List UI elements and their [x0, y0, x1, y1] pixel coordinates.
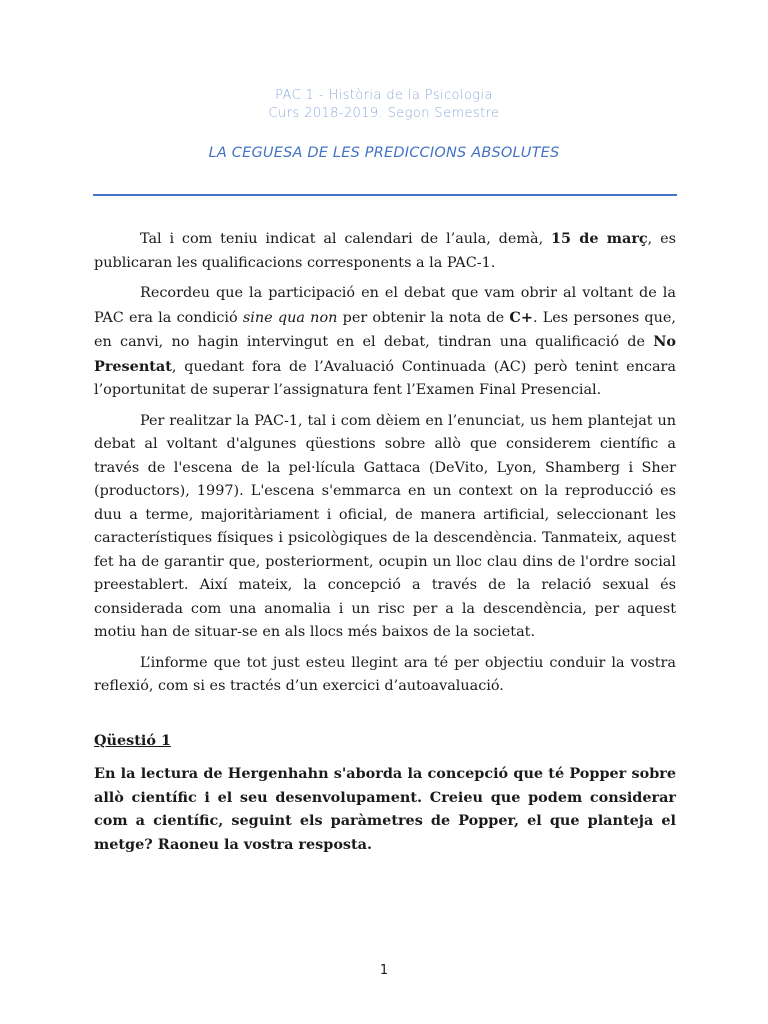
paragraph-1-text-c: , es publicaran les qualificacions corresponents a la PAC-1. — [94, 231, 676, 271]
paragraph-2 — [94, 282, 676, 403]
paragraph-3: Per realitzar la PAC-1, tal i com dèiem en l’enunciat, us hem plantejat un debat al voltant d'algunes qüestions sobre allò que considerem científic a través de l'escena de la pel·lícula Gattaca (DeVito, Lyon, Shamberg i Sher (productors), 1997). L'escena s'emmarca en un context on la reproducció es duu a terme, majoritàriament i oficial, de manera artificial, seleccionant les característiques físiques i psicològiques de la descendència. Tanmateix, aquest fet ha de garantir que, posteriorment, ocupin un lloc clau dins de l'ordre social preestablert. Així mateix, la concepció a través de la relació sexual és considerada com una anomalia i un risc per a la descendència, per aquest motiu han de situar-se en als llocs més baixos de la societat. — [94, 412, 676, 640]
page-number: 1 — [379, 963, 389, 978]
document-title: LA CEGUESA DE LES PREDICCIONS ABSOLUTES — [208, 145, 560, 161]
latin-phrase: sine qua non — [242, 309, 338, 326]
header-semester: Curs 2018-2019. Segon Semestre — [268, 106, 500, 121]
paragraph-2-text-g: , quedant fora de l’Avaluació Continuada (AC) però tenint encara l’oportunitat de superar l’assignatura fent l’Examen Final Presencial. — [94, 358, 676, 398]
document-body — [94, 227, 676, 706]
paragraph-2-text-a: Recordeu que la participació en el debat que vam obrir al voltant de la PAC era la condició — [94, 285, 676, 326]
question-label: Qüestió 1 — [94, 732, 171, 749]
grade-highlight: C+ — [509, 308, 533, 326]
title-divider — [93, 194, 677, 196]
paragraph-2-text-e: . Les persones que, en canvi, no hagin intervingut en el debat, tindran una qualificació de — [94, 309, 677, 350]
no-presentat-highlight: No Presentat — [94, 333, 676, 375]
paragraph-4: L’informe que tot just esteu llegint ara té per objectiu conduir la vostra reflexió, com si es tractés d’un exercici d’autoavaluació. — [94, 654, 676, 694]
paragraph-1 — [94, 227, 676, 275]
question-text: En la lectura de Hergenhahn s'aborda la concepció que té Popper sobre allò científic i el seu desenvolupament. Creieu que podem considerar com a científic, seguint els paràmetres de Popper, el que planteja el metge? Raoneu la vostra resposta. — [94, 765, 676, 853]
header-course-title: PAC 1 - Història de la Psicologia — [275, 88, 493, 103]
paragraph-1-text-a: Tal i com teniu indicat al calendari de l’aula, demà, — [140, 231, 551, 247]
date-highlight: 15 de març — [551, 230, 648, 247]
paragraph-2-text-c: per obtenir la nota de — [337, 309, 510, 326]
